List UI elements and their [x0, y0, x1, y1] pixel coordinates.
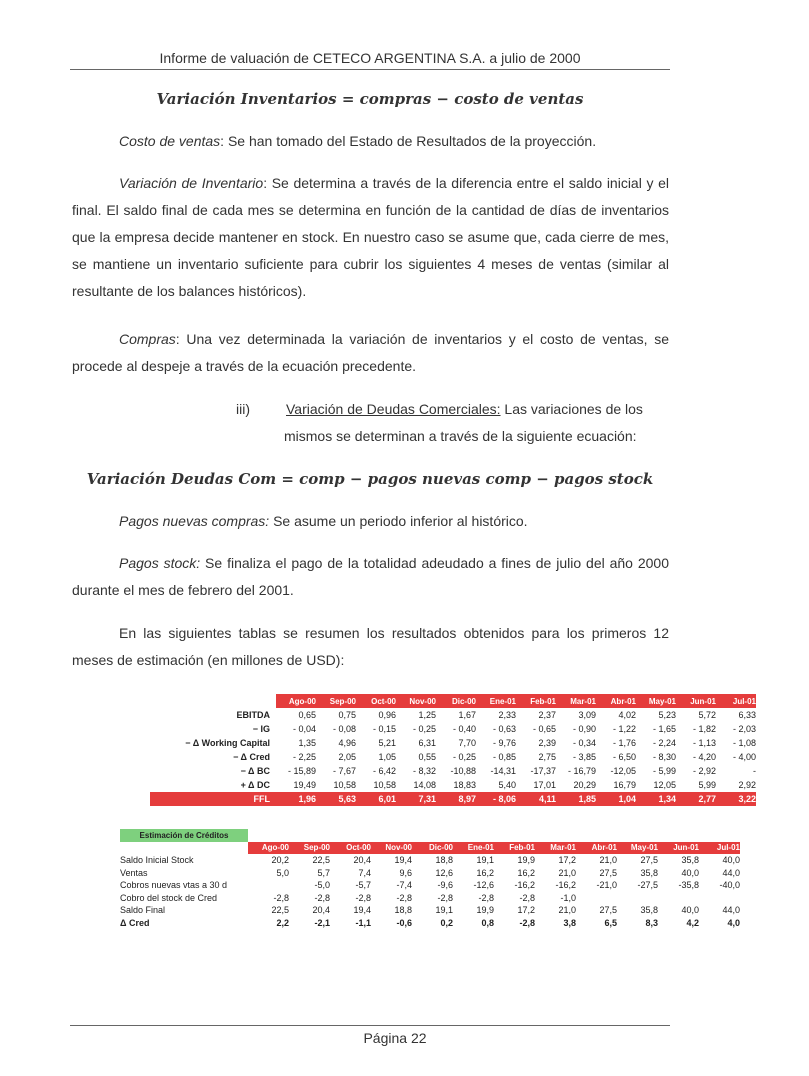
table-title: Estimación de Créditos: [120, 829, 248, 842]
cell: - 2,25: [292, 752, 316, 762]
term: Pagos stock:: [119, 555, 201, 571]
paragraph-intro-tablas: [72, 620, 669, 674]
cell: [248, 879, 289, 892]
list-number: iii): [236, 401, 250, 417]
row-label: Saldo Inicial Stock: [120, 855, 194, 866]
cell: 12,6: [435, 867, 453, 878]
cell: -12,05: [610, 766, 636, 776]
table-row: [150, 778, 756, 792]
cell: - 1,08: [732, 738, 756, 748]
cell: 3,8: [563, 917, 576, 928]
header-row: [120, 842, 740, 855]
cell: - 8,06: [476, 792, 516, 806]
cell: 5,0: [276, 867, 289, 878]
cell: Dic-00: [412, 842, 453, 855]
cell: -0,6: [396, 917, 412, 928]
cell: 0,55: [418, 752, 436, 762]
cell: 2,37: [538, 710, 556, 720]
cell: 20,4: [353, 855, 371, 866]
cell: 19,49: [293, 780, 316, 790]
cell: 0,75: [338, 710, 356, 720]
row-label: + Δ DC: [240, 780, 270, 790]
cell: 2,2: [276, 917, 289, 928]
row-label: Cobro del stock de Cred: [120, 892, 218, 903]
cell: 5,72: [698, 710, 716, 720]
cell: 44,0: [722, 867, 740, 878]
cell: 9,6: [399, 867, 412, 878]
cell: 2,92: [738, 780, 756, 790]
cell: -2,8: [519, 917, 535, 928]
cell: 35,8: [681, 855, 699, 866]
cell: [699, 892, 740, 905]
cell: 20,4: [312, 905, 330, 916]
cell: 19,9: [517, 855, 535, 866]
cell: -27,5: [637, 880, 658, 891]
cell: 40,0: [681, 905, 699, 916]
cell: 21,0: [558, 905, 576, 916]
header-rule: [70, 69, 670, 70]
cell: - 0,65: [532, 724, 556, 734]
cell: - 0,85: [492, 752, 516, 762]
cell: 18,8: [394, 905, 412, 916]
row-label: [120, 842, 248, 855]
cell: - 8,30: [652, 752, 676, 762]
cell: 4,2: [686, 917, 699, 928]
cell: Sep-00: [289, 842, 330, 855]
cell: -2,8: [478, 892, 494, 903]
table-row: [150, 750, 756, 764]
cell: - 7,67: [332, 766, 356, 776]
formula-deudas-comerciales: Variación Deudas Com = comp − pagos nuevas comp − pagos stock: [86, 470, 654, 488]
cell: 16,2: [517, 867, 535, 878]
cell: -16,2: [555, 880, 576, 891]
cell: 2,33: [498, 710, 516, 720]
table-row: [120, 867, 740, 880]
cell: 0,2: [440, 917, 453, 928]
cell: Ene-01: [453, 842, 494, 855]
cell: 4,0: [727, 917, 740, 928]
cell: 2,39: [538, 738, 556, 748]
cell: 35,8: [640, 905, 658, 916]
paragraph-variacion-inventario: [72, 170, 669, 305]
cell: -35,8: [678, 880, 699, 891]
cell: -2,8: [437, 892, 453, 903]
cell: 2,77: [676, 792, 716, 806]
cell: May-01: [617, 842, 658, 855]
cell: 8,97: [436, 792, 476, 806]
cell: - 2,03: [732, 724, 756, 734]
cell: - 9,76: [492, 738, 516, 748]
text: : Se han tomado del Estado de Resultados de la proyección.: [220, 133, 597, 149]
term: Variación de Deudas Comerciales:: [286, 401, 501, 417]
cell: 5,40: [498, 780, 516, 790]
cell: Mar-01: [535, 842, 576, 855]
cell: -21,0: [596, 880, 617, 891]
cell: -2,8: [519, 892, 535, 903]
cell: -2,8: [314, 892, 330, 903]
cell: 17,2: [558, 855, 576, 866]
cell: Mar-01: [556, 694, 596, 708]
cell: [576, 892, 617, 905]
cell: 19,1: [476, 855, 494, 866]
cell: Ago-00: [276, 694, 316, 708]
cell: -5,7: [355, 880, 371, 891]
cell: 5,99: [698, 780, 716, 790]
cell: -2,8: [355, 892, 371, 903]
row-label: − IG: [252, 724, 270, 734]
cell: 1,34: [636, 792, 676, 806]
cell: 0,96: [378, 710, 396, 720]
paragraph-pagos-nuevas: [72, 508, 669, 535]
cell: Abr-01: [576, 842, 617, 855]
cell: Jun-01: [676, 694, 716, 708]
cell: -2,1: [314, 917, 330, 928]
cell: Abr-01: [596, 694, 636, 708]
cell: 1,85: [556, 792, 596, 806]
text: Las variaciones de los: [500, 401, 643, 417]
cell: - 5,99: [652, 766, 676, 776]
cell: 5,23: [658, 710, 676, 720]
cell: 19,4: [394, 855, 412, 866]
text: : Se determina a través de la diferencia entre el saldo inicial y el final. El saldo final de cada mes se determina en función de la cantidad de días de inventarios que la empresa decide mantener en stock. En nuestro caso se asume que, cada cierre de mes, se mantiene un inventario suficiente para cubrir los siguientes 4 meses de ventas (similar al resultante de los balances históricos).: [72, 175, 669, 299]
cell: 18,8: [435, 855, 453, 866]
table-row: [120, 879, 740, 892]
cell: - 6,42: [372, 766, 396, 776]
row-label: − Δ BC: [240, 766, 270, 776]
row-label: [150, 694, 276, 708]
cell: 22,5: [271, 905, 289, 916]
row-label: Δ Cred: [120, 917, 150, 928]
cell: - 2,92: [692, 766, 716, 776]
cell: - 0,25: [452, 752, 476, 762]
cell: - 15,89: [287, 766, 316, 776]
title-row: [120, 829, 740, 842]
row-label: FFL: [150, 792, 276, 806]
cell: - 0,04: [292, 724, 316, 734]
cell: - 4,20: [692, 752, 716, 762]
cell: - 0,25: [412, 724, 436, 734]
cell: -9,6: [437, 880, 453, 891]
cell: 22,5: [312, 855, 330, 866]
ffl-row: [150, 792, 756, 806]
cell: -40,0: [719, 880, 740, 891]
cell: Nov-00: [396, 694, 436, 708]
cell: 3,09: [578, 710, 596, 720]
cell: - 0,15: [372, 724, 396, 734]
text: Se finaliza el pago de la totalidad adeudado a fines de julio del año 2000 durante el mes de febrero del 2001.: [72, 555, 669, 598]
cell: 1,04: [596, 792, 636, 806]
cell: -1,0: [560, 892, 576, 903]
cell: 20,29: [573, 780, 596, 790]
ffl-table: [150, 694, 756, 806]
cell: 19,4: [353, 905, 371, 916]
text: mismos se determinan a través de la siguiente ecuación:: [284, 428, 637, 444]
text: En las siguientes tablas se resumen los resultados obtenidos para los primeros 12 meses de estimación (en millones de USD):: [72, 625, 669, 668]
cell: -17,37: [530, 766, 556, 776]
row-label: − Δ Working Capital: [185, 738, 270, 748]
cell: Dic-00: [436, 694, 476, 708]
cell: 2,05: [338, 752, 356, 762]
cell: 6,5: [604, 917, 617, 928]
cell: 3,22: [716, 792, 756, 806]
cell: -2,8: [396, 892, 412, 903]
cell: - 16,79: [567, 766, 596, 776]
cell: -: [753, 766, 756, 776]
paragraph-compras: [72, 326, 669, 380]
cell: Jul-01: [716, 694, 756, 708]
cell: Feb-01: [494, 842, 535, 855]
cell: 0,65: [298, 710, 316, 720]
creditos-table: [120, 829, 740, 929]
cell: Nov-00: [371, 842, 412, 855]
cell: -1,1: [355, 917, 371, 928]
cell: [617, 892, 658, 905]
row-label: Ventas: [120, 867, 148, 878]
cell: - 8,32: [412, 766, 436, 776]
cell: -5,0: [314, 880, 330, 891]
page-number: Página 22: [363, 1030, 427, 1046]
cell: 17,2: [517, 905, 535, 916]
cell: - 0,90: [572, 724, 596, 734]
cell: Ago-00: [248, 842, 289, 855]
row-label: Cobros nuevas vtas a 30 d: [120, 880, 228, 891]
cell: - 1,13: [692, 738, 716, 748]
cell: -14,31: [490, 766, 516, 776]
term: Variación de Inventario: [119, 175, 264, 191]
cell: -2,8: [273, 892, 289, 903]
cell: Jul-01: [699, 842, 740, 855]
paragraph-pagos-stock: [72, 550, 669, 604]
cell: -7,4: [396, 880, 412, 891]
cell: - 1,65: [652, 724, 676, 734]
cell: -10,88: [450, 766, 476, 776]
cell: - 1,82: [692, 724, 716, 734]
term: Pagos nuevas compras:: [119, 513, 270, 529]
row-label: Saldo Final: [120, 905, 166, 916]
table-row: [150, 722, 756, 736]
cell: 10,58: [373, 780, 396, 790]
cell: - 1,76: [612, 738, 636, 748]
cell: 2,75: [538, 752, 556, 762]
cell: Oct-00: [330, 842, 371, 855]
total-row: [120, 917, 740, 930]
cell: - 4,00: [732, 752, 756, 762]
paragraph-costo-ventas: [72, 128, 669, 155]
cell: - 1,22: [612, 724, 636, 734]
cell: 1,25: [418, 710, 436, 720]
cell: 19,1: [435, 905, 453, 916]
cell: 21,0: [558, 867, 576, 878]
term: Costo de ventas: [119, 133, 221, 149]
page-header: Informe de valuación de CETECO ARGENTINA S.A. a julio de 2000: [159, 50, 581, 66]
cell: 18,83: [453, 780, 476, 790]
cell: 6,33: [738, 710, 756, 720]
footer-rule: [70, 1025, 670, 1026]
cell: 1,96: [276, 792, 316, 806]
cell: 44,0: [722, 905, 740, 916]
table-row: [120, 892, 740, 905]
table-row: [150, 708, 756, 722]
cell: 17,01: [533, 780, 556, 790]
cell: 5,7: [317, 867, 330, 878]
table-row: [150, 736, 756, 750]
cell: - 0,08: [332, 724, 356, 734]
cell: 6,01: [356, 792, 396, 806]
formula-inventory-variation: Variación Inventarios = compras − costo de ventas: [156, 90, 584, 108]
cell: Sep-00: [316, 694, 356, 708]
table-row: [120, 904, 740, 917]
cell: 16,2: [476, 867, 494, 878]
cell: 19,9: [476, 905, 494, 916]
cell: Ene-01: [476, 694, 516, 708]
cell: - 0,40: [452, 724, 476, 734]
paragraph-deudas-comerciales: [236, 396, 669, 450]
cell: 4,11: [516, 792, 556, 806]
cell: - 0,63: [492, 724, 516, 734]
cell: 5,21: [378, 738, 396, 748]
cell: [658, 892, 699, 905]
row-label: EBITDA: [236, 710, 270, 720]
cell: 0,8: [481, 917, 494, 928]
cell: May-01: [636, 694, 676, 708]
text: : Una vez determinada la variación de inventarios y el costo de ventas, se procede al despeje a través de la ecuación precedente.: [72, 331, 669, 374]
cell: 27,5: [640, 855, 658, 866]
row-label: − Δ Cred: [233, 752, 270, 762]
cell: 40,0: [681, 867, 699, 878]
table-row: [120, 854, 740, 867]
cell: 8,3: [645, 917, 658, 928]
cell: 14,08: [413, 780, 436, 790]
cell: 6,31: [418, 738, 436, 748]
cell: 12,05: [653, 780, 676, 790]
cell: 21,0: [599, 855, 617, 866]
cell: 7,70: [458, 738, 476, 748]
cell: - 2,24: [652, 738, 676, 748]
cell: 27,5: [599, 905, 617, 916]
cell: 7,31: [396, 792, 436, 806]
cell: 4,96: [338, 738, 356, 748]
header-row: [150, 694, 756, 708]
table-row: [150, 764, 756, 778]
cell: Oct-00: [356, 694, 396, 708]
cell: 35,8: [640, 867, 658, 878]
cell: 27,5: [599, 867, 617, 878]
cell: - 3,85: [572, 752, 596, 762]
cell: 10,58: [333, 780, 356, 790]
cell: 7,4: [358, 867, 371, 878]
cell: - 6,50: [612, 752, 636, 762]
cell: Jun-01: [658, 842, 699, 855]
cell: -12,6: [473, 880, 494, 891]
cell: 1,67: [458, 710, 476, 720]
cell: -16,2: [514, 880, 535, 891]
text: Se asume un periodo inferior al histórico.: [269, 513, 528, 529]
cell: Feb-01: [516, 694, 556, 708]
cell: 5,63: [316, 792, 356, 806]
term: Compras: [119, 331, 176, 347]
cell: 1,35: [298, 738, 316, 748]
cell: - 0,34: [572, 738, 596, 748]
cell: 1,05: [378, 752, 396, 762]
cell: 40,0: [722, 855, 740, 866]
cell: 20,2: [271, 855, 289, 866]
cell: 4,02: [618, 710, 636, 720]
cell: 16,79: [613, 780, 636, 790]
